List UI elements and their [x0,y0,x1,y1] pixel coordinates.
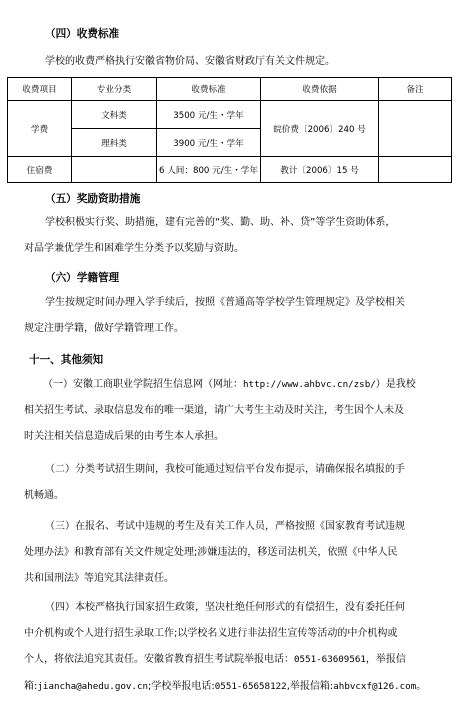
notice-3-line: （三）在报名、考试中违规的考生及有关工作人员，严格按照《国家教育考试违规 [45,521,405,532]
notice-2-line: （二）分类考试招生期间，我校可能通过短信平台发布提示，请确保报名填报的手 [45,464,405,475]
basis-cell: 教计〔2006〕15 号 [261,157,379,183]
category-cell [72,157,157,183]
header-cell: 专业分类 [72,78,157,101]
notice-3-line: 共和国刑法》等追究其法律责任。 [24,573,174,584]
notice-1-line: 相关招生考试、录取信息发布的唯一渠道，请广大考生主动及时关注，考生因个人未及 [24,405,404,416]
header-cell: 收费项目 [8,78,72,101]
notice-3-line: 处理办法》和教育部有关文件规定处理;涉嫌违法的，移送司法机关，依照《中华人民 [24,547,398,558]
basis-cell: 皖价费〔2006〕240 号 [261,101,379,157]
header-cell: 备注 [379,78,452,101]
school-phone: 0551-65658122 [214,681,287,692]
section-6-line: 学生按规定时间办理入学手续后，按照《普通高等学校学生管理规定》及学校相关 [45,297,405,308]
category-cell: 文科类 [72,101,157,129]
section-4-intro: 学校的收费严格执行安徽省物价局、安徽省财政厅有关文件规定。 [45,56,335,67]
section-5-line: 学校积极实行奖、助措施，建有完善的“奖、勤、助、补、贷”等学生资助体系， [45,217,396,228]
section-11-heading: 十一、其他须知 [29,354,104,366]
remark-cell [379,101,452,157]
exam-institute-phone: 0551-63609561 [294,654,366,665]
notice-4-line: 箱:jiancha@ahedu.gov.cn;学校举报电话:0551-65658122,举报信箱:ahbvcxf@126.com。 [24,681,427,692]
fee-cell: 3900 元/生・学年 [157,129,261,157]
section-6-line: 规定注册学籍，做好学籍管理工作。 [24,323,184,334]
section-4-heading: （四）收费标准 [45,28,120,40]
notice-4-line: （四）本校严格执行国家招生政策，坚决杜绝任何形式的有偿招生，没有委托任何 [45,602,405,613]
notice-4-line: 个人，将依法追究其责任。安徽省教育招生考试院举报电话：0551-63609561，举报信 [24,654,406,665]
school-email[interactable]: ahbvcxf@126.com [333,681,417,692]
fee-item-cell: 住宿费 [8,157,72,183]
fee-table [7,77,452,183]
fee-item-cell: 学费 [8,101,72,157]
notice-2-line: 机畅通。 [24,490,64,501]
remark-cell [379,157,452,183]
category-cell: 理科类 [72,129,157,157]
header-cell: 收费依据 [261,78,379,101]
admissions-site-url[interactable]: http://www.ahbvc.cn/zsb/ [243,379,376,390]
section-6-heading: （六）学籍管理 [45,272,120,284]
notice-4-line: 中介机构或个人进行招生录取工作;以学校名义进行非法招生宣传等活动的中介机构或 [24,628,398,639]
section-5-line: 对品学兼优学生和困难学生分类予以奖励与资助。 [24,243,244,254]
fee-table-row [8,101,452,129]
fee-table-header-row [8,78,452,101]
notice-1-line: 时关注相关信息造成后果的由考生本人承担。 [24,431,224,442]
notice-1-line: （一）安徽工商职业学院招生信息网（网址：http://www.ahbvc.cn/zsb/）是我校 [43,379,416,390]
fee-cell: 6 人间：800 元/生・学年 [157,157,261,183]
fee-cell: 3500 元/生・学年 [157,101,261,129]
exam-institute-email[interactable]: jiancha@ahedu.gov.cn [37,681,149,692]
fee-table-row [8,157,452,183]
section-5-heading: （五）奖励资助措施 [45,193,141,205]
header-cell: 收费标准 [157,78,261,101]
